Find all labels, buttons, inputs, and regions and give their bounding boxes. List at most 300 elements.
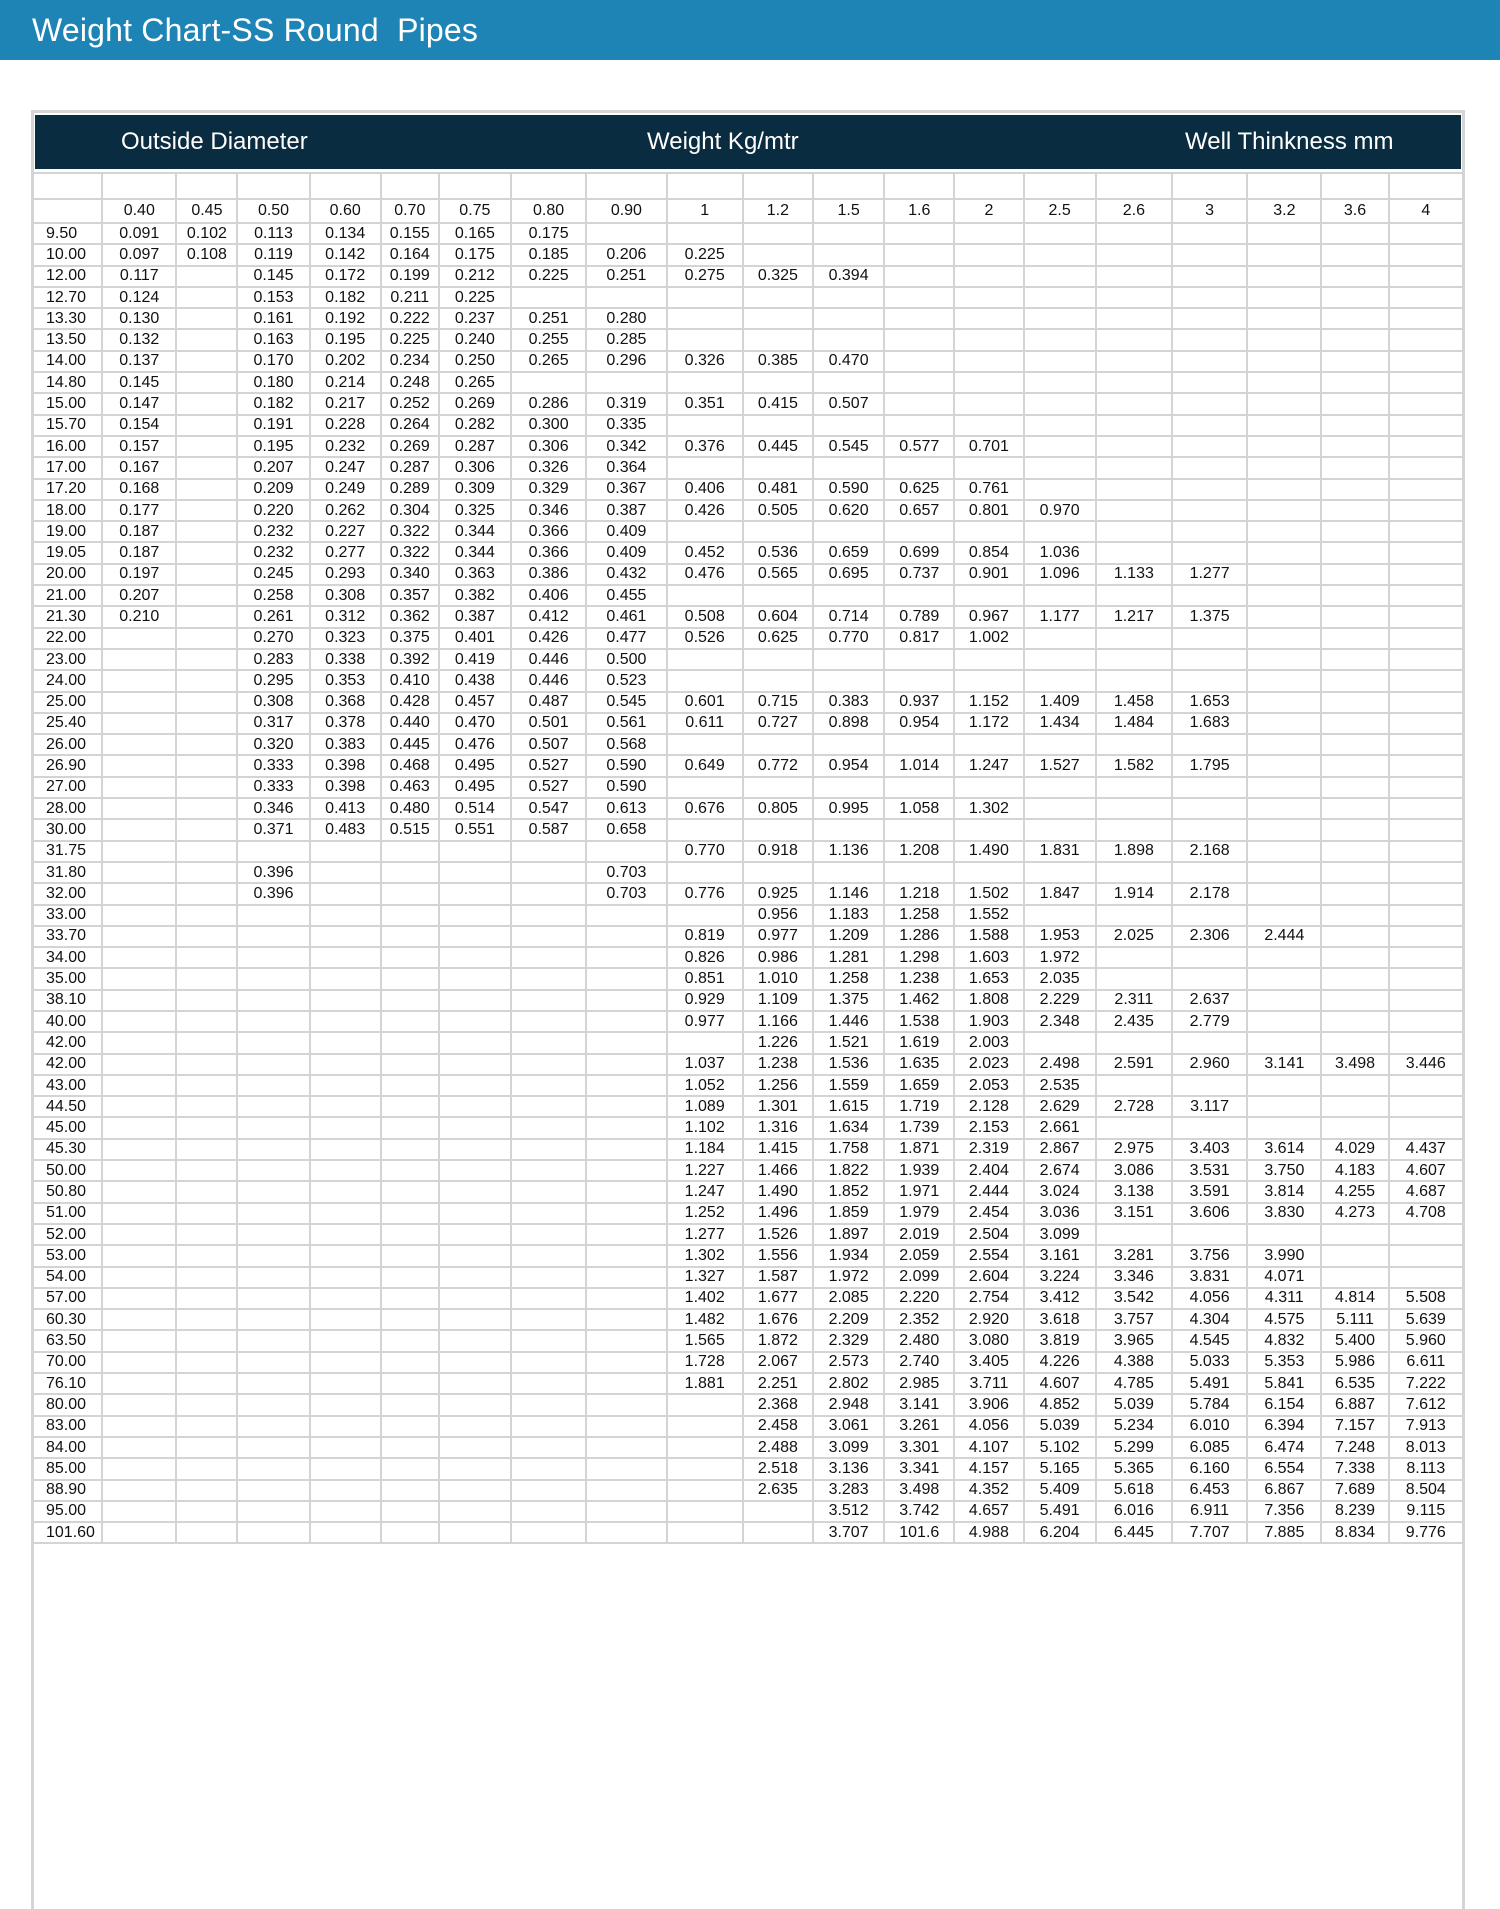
weight-cell	[884, 372, 954, 393]
weight-cell: 4.988	[954, 1522, 1023, 1543]
table-row	[33, 1160, 1463, 1181]
weight-cell	[102, 1352, 176, 1373]
weight-cell: 0.206	[586, 244, 666, 265]
weight-cell	[884, 777, 954, 798]
weight-cell	[310, 926, 381, 947]
weight-cell	[1321, 585, 1388, 606]
weight-cell	[1096, 500, 1172, 521]
diameter-cell: 18.00	[33, 500, 102, 521]
weight-cell: 0.995	[813, 798, 884, 819]
weight-cell: 0.296	[586, 351, 666, 372]
weight-cell	[667, 1437, 743, 1458]
weight-cell	[1389, 223, 1463, 244]
table-row	[33, 798, 1463, 819]
weight-cell	[237, 1309, 309, 1330]
weight-cell: 0.699	[884, 542, 954, 563]
weight-cell	[1096, 1075, 1172, 1096]
gap-cell	[1247, 173, 1321, 199]
weight-cell: 0.463	[381, 777, 439, 798]
gap-cell	[1321, 173, 1388, 199]
weight-cell: 0.265	[511, 351, 586, 372]
weight-cell	[237, 1522, 309, 1543]
weight-cell: 3.498	[1321, 1054, 1388, 1075]
weight-cell	[813, 649, 884, 670]
weight-cell: 1.037	[667, 1054, 743, 1075]
weight-cell	[511, 1352, 586, 1373]
weight-cell: 2.444	[954, 1181, 1023, 1202]
weight-cell: 0.536	[743, 542, 813, 563]
weight-cell	[1096, 798, 1172, 819]
diameter-cell: 28.00	[33, 798, 102, 819]
weight-cell: 1.183	[813, 905, 884, 926]
weight-cell: 3.531	[1172, 1160, 1247, 1181]
weight-cell	[310, 968, 381, 989]
weight-cell: 1.434	[1024, 713, 1096, 734]
weight-cell	[1321, 713, 1388, 734]
weight-cell: 1.496	[743, 1203, 813, 1224]
weight-cell	[813, 585, 884, 606]
weight-cell	[176, 287, 237, 308]
weight-cell	[1024, 479, 1096, 500]
weight-cell	[1389, 266, 1463, 287]
gap-cell	[1096, 173, 1172, 199]
weight-cell: 2.311	[1096, 990, 1172, 1011]
weight-cell: 0.207	[102, 585, 176, 606]
weight-cell: 0.601	[667, 692, 743, 713]
weight-cell: 1.301	[743, 1096, 813, 1117]
weight-cell: 0.285	[586, 329, 666, 350]
weight-cell	[1247, 713, 1321, 734]
weight-cell	[237, 1245, 309, 1266]
weight-cell	[237, 1373, 309, 1394]
weight-cell: 0.428	[381, 692, 439, 713]
diameter-cell: 19.00	[33, 521, 102, 542]
weight-cell: 0.805	[743, 798, 813, 819]
weight-cell: 0.507	[511, 734, 586, 755]
weight-cell	[176, 266, 237, 287]
weight-cell: 3.618	[1024, 1309, 1096, 1330]
weight-cell	[1172, 329, 1247, 350]
table-row	[33, 521, 1463, 542]
table-row	[33, 947, 1463, 968]
weight-cell: 0.561	[586, 713, 666, 734]
diameter-cell: 70.00	[33, 1352, 102, 1373]
table-row	[33, 244, 1463, 265]
weight-cell	[586, 1416, 666, 1437]
weight-cell	[884, 819, 954, 840]
weight-cell: 0.346	[511, 500, 586, 521]
weight-cell	[511, 1160, 586, 1181]
weight-cell	[586, 287, 666, 308]
weight-cell	[176, 1075, 237, 1096]
diameter-cell: 21.00	[33, 585, 102, 606]
weight-cell	[1024, 649, 1096, 670]
weight-cell	[1321, 990, 1388, 1011]
table-row	[33, 1458, 1463, 1479]
weight-cell	[102, 1160, 176, 1181]
weight-cell	[667, 329, 743, 350]
weight-cell	[310, 1437, 381, 1458]
weight-cell: 6.535	[1321, 1373, 1388, 1394]
weight-cell	[743, 223, 813, 244]
weight-cell	[1096, 372, 1172, 393]
weight-cell: 0.295	[237, 670, 309, 691]
weight-cell: 1.831	[1024, 841, 1096, 862]
weight-cell	[381, 841, 439, 862]
weight-cell: 1.490	[743, 1181, 813, 1202]
weight-cell	[1389, 841, 1463, 862]
weight-cell: 0.237	[439, 308, 511, 329]
weight-cell: 3.757	[1096, 1309, 1172, 1330]
weight-cell	[176, 990, 237, 1011]
weight-cell: 0.409	[586, 521, 666, 542]
weight-cell	[237, 905, 309, 926]
weight-cell: 1.014	[884, 755, 954, 776]
weight-cell: 4.304	[1172, 1309, 1247, 1330]
weight-cell	[176, 1458, 237, 1479]
weight-cell	[1321, 1011, 1388, 1032]
thickness-header: 0.40	[102, 199, 176, 223]
weight-cell: 1.619	[884, 1032, 954, 1053]
weight-cell	[439, 841, 511, 862]
weight-cell	[1389, 692, 1463, 713]
weight-cell	[381, 990, 439, 1011]
weight-cell	[1321, 734, 1388, 755]
weight-cell: 3.405	[954, 1352, 1023, 1373]
weight-cell: 2.573	[813, 1352, 884, 1373]
weight-cell	[586, 1117, 666, 1138]
weight-cell: 0.515	[381, 819, 439, 840]
weight-cell	[310, 841, 381, 862]
weight-cell	[439, 1480, 511, 1501]
weight-cell	[1096, 436, 1172, 457]
gap-cell	[1389, 173, 1463, 199]
table-row	[33, 883, 1463, 904]
weight-cell: 7.338	[1321, 1458, 1388, 1479]
weight-cell	[1247, 1117, 1321, 1138]
weight-cell	[954, 649, 1023, 670]
weight-cell	[1247, 223, 1321, 244]
weight-cell	[667, 1394, 743, 1415]
weight-cell	[1321, 436, 1388, 457]
weight-cell	[1096, 905, 1172, 926]
weight-cell	[1172, 436, 1247, 457]
weight-cell: 4.157	[954, 1458, 1023, 1479]
weight-cell: 0.255	[511, 329, 586, 350]
weight-cell: 0.382	[439, 585, 511, 606]
weight-cell: 2.209	[813, 1309, 884, 1330]
weight-cell: 8.113	[1389, 1458, 1463, 1479]
weight-cell	[1247, 542, 1321, 563]
weight-cell: 0.368	[310, 692, 381, 713]
diameter-cell: 14.80	[33, 372, 102, 393]
diameter-cell: 57.00	[33, 1288, 102, 1309]
weight-cell	[743, 585, 813, 606]
weight-cell: 6.867	[1247, 1480, 1321, 1501]
weight-cell	[102, 1267, 176, 1288]
weight-cell: 0.338	[310, 649, 381, 670]
weight-cell	[1096, 1224, 1172, 1245]
table-row	[33, 564, 1463, 585]
weight-cell: 0.452	[667, 542, 743, 563]
weight-cell	[667, 1458, 743, 1479]
table-row	[33, 1394, 1463, 1415]
weight-cell: 8.013	[1389, 1437, 1463, 1458]
diameter-cell: 12.00	[33, 266, 102, 287]
weight-cell	[1389, 521, 1463, 542]
weight-cell	[439, 862, 511, 883]
weight-cell: 0.501	[511, 713, 586, 734]
weight-cell	[586, 1203, 666, 1224]
weight-cell	[102, 819, 176, 840]
table-row	[33, 862, 1463, 883]
weight-cell	[1247, 670, 1321, 691]
weight-cell: 0.172	[310, 266, 381, 287]
weight-cell: 0.097	[102, 244, 176, 265]
weight-cell	[813, 287, 884, 308]
weight-cell	[1389, 351, 1463, 372]
thickness-header: 0.80	[511, 199, 586, 223]
weight-cell	[954, 244, 1023, 265]
weight-cell	[439, 1330, 511, 1351]
weight-cell: 1.852	[813, 1181, 884, 1202]
weight-cell	[1096, 457, 1172, 478]
table-row	[33, 415, 1463, 436]
weight-cell: 3.036	[1024, 1203, 1096, 1224]
weight-cell: 0.161	[237, 308, 309, 329]
weight-cell: 1.133	[1096, 564, 1172, 585]
weight-cell	[237, 1203, 309, 1224]
outside-diameter-heading: Outside Diameter	[121, 128, 308, 155]
weight-cell: 0.211	[381, 287, 439, 308]
weight-cell: 0.245	[237, 564, 309, 585]
diameter-cell: 95.00	[33, 1501, 102, 1522]
weight-cell: 4.785	[1096, 1373, 1172, 1394]
weight-cell	[586, 1160, 666, 1181]
weight-cell	[1389, 798, 1463, 819]
weight-cell	[511, 841, 586, 862]
weight-cell	[511, 1309, 586, 1330]
weight-cell	[1024, 670, 1096, 691]
weight-cell	[743, 1501, 813, 1522]
weight-cell: 0.587	[511, 819, 586, 840]
weight-cell: 1.302	[667, 1245, 743, 1266]
weight-cell	[310, 1011, 381, 1032]
weight-cell: 0.357	[381, 585, 439, 606]
weight-cell	[1024, 223, 1096, 244]
weight-cell: 0.222	[381, 308, 439, 329]
weight-cell: 0.625	[743, 628, 813, 649]
weight-cell: 2.352	[884, 1309, 954, 1330]
weight-cell: 0.320	[237, 734, 309, 755]
weight-cell	[237, 1096, 309, 1117]
weight-cell: 0.182	[237, 393, 309, 414]
weight-cell	[1321, 244, 1388, 265]
weight-cell: 0.287	[439, 436, 511, 457]
weight-cell	[1172, 266, 1247, 287]
weight-cell	[310, 1075, 381, 1096]
weight-cell	[1247, 266, 1321, 287]
weight-cell	[667, 415, 743, 436]
weight-cell: 2.053	[954, 1075, 1023, 1096]
weight-cell: 0.364	[586, 457, 666, 478]
weight-cell	[102, 990, 176, 1011]
weight-cell	[310, 947, 381, 968]
table-header-band	[35, 115, 1461, 169]
weight-cell	[1389, 308, 1463, 329]
diameter-cell: 51.00	[33, 1203, 102, 1224]
weight-cell: 3.446	[1389, 1054, 1463, 1075]
weight-cell	[1172, 287, 1247, 308]
weight-cell: 2.637	[1172, 990, 1247, 1011]
weight-cell: 1.316	[743, 1117, 813, 1138]
thickness-header: 1.6	[884, 199, 954, 223]
weight-cell	[176, 1330, 237, 1351]
weight-cell: 0.185	[511, 244, 586, 265]
weight-cell	[667, 670, 743, 691]
weight-cell	[176, 649, 237, 670]
diameter-cell: 30.00	[33, 819, 102, 840]
weight-cell	[1172, 670, 1247, 691]
weight-cell: 0.770	[813, 628, 884, 649]
weight-cell: 0.547	[511, 798, 586, 819]
weight-cell	[439, 1117, 511, 1138]
weight-cell: 0.232	[310, 436, 381, 457]
weight-cell: 0.300	[511, 415, 586, 436]
weight-cell: 1.526	[743, 1224, 813, 1245]
weight-cell: 2.754	[954, 1288, 1023, 1309]
weight-cell: 0.495	[439, 777, 511, 798]
weight-cell: 3.261	[884, 1416, 954, 1437]
weight-cell: 0.590	[586, 755, 666, 776]
weight-cell: 2.348	[1024, 1011, 1096, 1032]
weight-cell	[1096, 479, 1172, 500]
weight-cell	[1247, 947, 1321, 968]
weight-cell	[1321, 372, 1388, 393]
weight-cell: 0.772	[743, 755, 813, 776]
weight-cell	[102, 1245, 176, 1266]
diameter-cell: 44.50	[33, 1096, 102, 1117]
weight-cell: 3.711	[954, 1373, 1023, 1394]
weight-cell	[954, 351, 1023, 372]
weight-cell	[1172, 223, 1247, 244]
weight-cell: 2.740	[884, 1352, 954, 1373]
weight-cell: 1.166	[743, 1011, 813, 1032]
thickness-header: 3.2	[1247, 199, 1321, 223]
weight-cell	[954, 862, 1023, 883]
weight-cell: 9.115	[1389, 1501, 1463, 1522]
weight-cell: 0.362	[381, 606, 439, 627]
weight-cell: 0.703	[586, 862, 666, 883]
weight-cell: 0.293	[310, 564, 381, 585]
weight-cell	[1096, 542, 1172, 563]
weight-cell	[1321, 393, 1388, 414]
diameter-cell: 14.00	[33, 351, 102, 372]
weight-cell	[1389, 372, 1463, 393]
weight-cell: 5.986	[1321, 1352, 1388, 1373]
gap-cell	[33, 173, 102, 199]
weight-cell: 4.545	[1172, 1330, 1247, 1351]
weight-cell: 0.854	[954, 542, 1023, 563]
weight-cell: 0.333	[237, 777, 309, 798]
weight-cell: 1.238	[743, 1054, 813, 1075]
weight-cell	[176, 692, 237, 713]
weight-cell	[586, 926, 666, 947]
weight-cell: 3.099	[1024, 1224, 1096, 1245]
weight-cell	[1096, 1117, 1172, 1138]
weight-cell: 3.830	[1247, 1203, 1321, 1224]
weight-cell: 2.153	[954, 1117, 1023, 1138]
weight-cell: 3.990	[1247, 1245, 1321, 1266]
weight-cell	[439, 1501, 511, 1522]
weight-cell	[1321, 926, 1388, 947]
weight-cell	[743, 734, 813, 755]
weight-cell	[1096, 670, 1172, 691]
weight-cell	[813, 521, 884, 542]
weight-cell: 5.618	[1096, 1480, 1172, 1501]
weight-cell	[176, 1139, 237, 1160]
weight-cell	[1321, 628, 1388, 649]
weight-cell	[1024, 585, 1096, 606]
weight-cell	[381, 1224, 439, 1245]
weight-cell: 0.715	[743, 692, 813, 713]
weight-cell: 0.344	[439, 521, 511, 542]
weight-cell	[586, 1096, 666, 1117]
weight-cell: 6.204	[1024, 1522, 1096, 1543]
diameter-cell: 24.00	[33, 670, 102, 691]
weight-cell	[176, 564, 237, 585]
weight-cell	[511, 1203, 586, 1224]
weight-cell	[1321, 308, 1388, 329]
weight-cell	[511, 1394, 586, 1415]
weight-cell	[954, 223, 1023, 244]
gap-cell	[586, 173, 666, 199]
weight-cell	[813, 223, 884, 244]
weight-cell	[1247, 798, 1321, 819]
weight-cell	[1247, 436, 1321, 457]
weight-cell	[1389, 1096, 1463, 1117]
weight-cell	[884, 393, 954, 414]
table-row	[33, 308, 1463, 329]
weight-cell: 0.228	[310, 415, 381, 436]
page-title: Weight Chart-SS Round Pipes	[32, 12, 479, 48]
weight-cell	[511, 926, 586, 947]
weight-cell	[237, 1288, 309, 1309]
weight-cell	[667, 457, 743, 478]
weight-cell	[381, 1437, 439, 1458]
weight-cell	[1247, 457, 1321, 478]
weight-cell	[176, 713, 237, 734]
weight-cell	[1321, 223, 1388, 244]
weight-cell: 2.975	[1096, 1139, 1172, 1160]
weight-cell: 0.180	[237, 372, 309, 393]
weight-cell: 3.814	[1247, 1181, 1321, 1202]
weight-cell	[1172, 457, 1247, 478]
weight-cell	[381, 1181, 439, 1202]
weight-cell	[1096, 287, 1172, 308]
weight-cell: 3.283	[813, 1480, 884, 1501]
thickness-header-row	[33, 199, 1463, 223]
weight-cell: 0.363	[439, 564, 511, 585]
weight-cell: 0.455	[586, 585, 666, 606]
weight-cell	[1172, 479, 1247, 500]
weight-cell	[176, 968, 237, 989]
weight-cell	[1024, 628, 1096, 649]
weight-cell	[1024, 862, 1096, 883]
weight-cell	[813, 670, 884, 691]
weight-cell: 0.507	[813, 393, 884, 414]
weight-cell: 0.286	[511, 393, 586, 414]
